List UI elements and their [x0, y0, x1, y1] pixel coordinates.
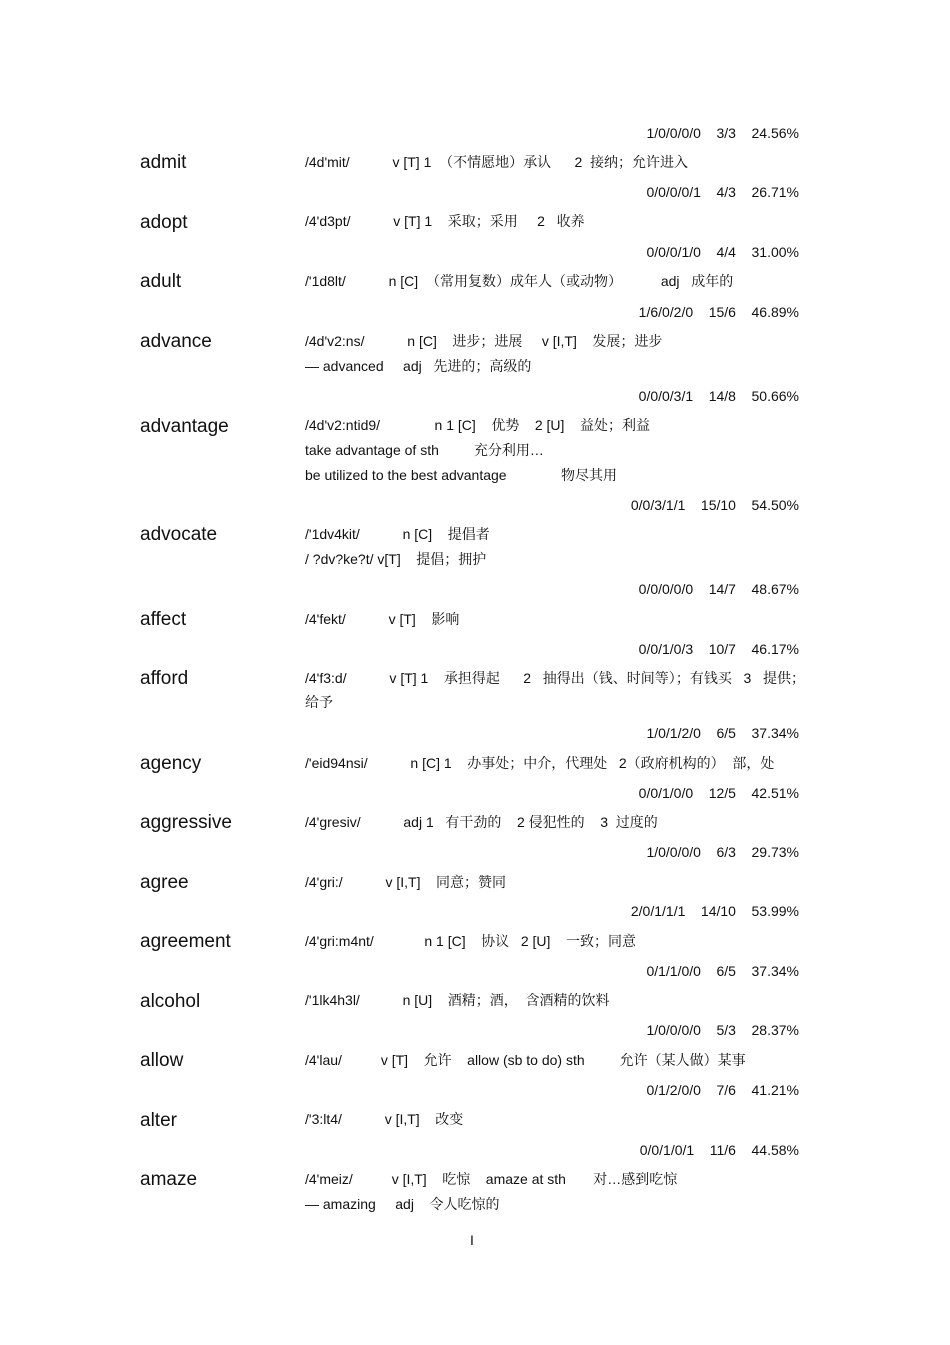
entry-stats-aggressive: 0/0/1/0/0 12/5 42.51%: [638, 785, 799, 801]
definition-line: /4'gri:/ v [I,T] 同意；赞同: [305, 874, 507, 890]
entry-stats-advocate: 0/0/3/1/1 15/10 54.50%: [630, 497, 799, 513]
entry-stats-afford: 0/0/1/0/3 10/7 46.17%: [638, 641, 799, 657]
entry-stats-affect: 0/0/0/0/0 14/7 48.67%: [638, 581, 799, 597]
entry-stats-agree: 1/0/0/0/0 6/3 29.73%: [646, 844, 799, 860]
definition-line: be utilized to the best advantage 物尽其用: [305, 467, 618, 483]
entry-stats-allow: 1/0/0/0/0 5/3 28.37%: [646, 1022, 799, 1038]
headword-adopt: adopt: [140, 212, 188, 233]
headword-advocate: advocate: [140, 524, 218, 545]
headword-afford: afford: [140, 668, 189, 689]
definition-line: / ?dv?ke?t/ v[T] 提倡；拥护: [305, 551, 487, 567]
headword-advantage: advantage: [140, 416, 229, 437]
headword-agency: agency: [140, 753, 202, 774]
headword-allow: allow: [140, 1050, 184, 1071]
headword-advance: advance: [140, 331, 212, 352]
entry-stats-admit: 1/0/0/0/0 3/3 24.56%: [646, 125, 799, 141]
entry-stats-adult: 0/0/0/1/0 4/4 31.00%: [646, 244, 799, 260]
headword-admit: admit: [140, 152, 187, 173]
definition-line: /'1lk4h3l/ n [U] 酒精；酒， 含酒精的饮料: [305, 992, 610, 1008]
definition-line: /4d'mit/ v [T] 1 （不情愿地）承认 2 接纳；允许进入: [305, 154, 689, 170]
entry-stats-adopt: 0/0/0/0/1 4/3 26.71%: [646, 184, 799, 200]
headword-alcohol: alcohol: [140, 991, 201, 1012]
page-number: I: [470, 1232, 474, 1248]
headword-affect: affect: [140, 609, 187, 630]
definition-line: /'1dv4kit/ n [C] 提倡者: [305, 526, 490, 542]
definition-paragraph: /4'f3:d/ v [T] 1 承担得起 2 抽得出（钱、时间等）；有钱买 3 提供；给予: [305, 670, 805, 710]
definition-line: — amazing adj 令人吃惊的: [305, 1196, 500, 1212]
entry-stats-alter: 0/1/2/0/0 7/6 41.21%: [646, 1082, 799, 1098]
definition-line: /'3:lt4/ v [I,T] 改变: [305, 1111, 464, 1127]
entry-stats-alcohol: 0/1/1/0/0 6/5 37.34%: [646, 963, 799, 979]
headword-agree: agree: [140, 872, 189, 893]
definition-line: take advantage of sth 充分利用…: [305, 442, 544, 458]
entry-stats-advantage: 0/0/0/3/1 14/8 50.66%: [638, 388, 799, 404]
definition-line: /4'gri:m4nt/ n 1 [C] 协议 2 [U] 一致；同意: [305, 933, 636, 949]
definition-line: /4'd3pt/ v [T] 1 采取；采用 2 收养: [305, 213, 585, 229]
entry-stats-agreement: 2/0/1/1/1 14/10 53.99%: [630, 903, 799, 919]
definition-line: /'eid94nsi/ n [C] 1 办事处；中介，代理处 2（政府机构的） 部，处: [305, 755, 775, 771]
headword-alter: alter: [140, 1110, 177, 1131]
entry-stats-amaze: 0/0/1/0/1 11/6 44.58%: [639, 1142, 799, 1158]
definition-line: /4d'v2:ntid9/ n 1 [C] 优势 2 [U] 益处；利益: [305, 417, 650, 433]
headword-amaze: amaze: [140, 1169, 198, 1190]
definition-line: /4'meiz/ v [I,T] 吃惊 amaze at sth 对…感到吃惊: [305, 1171, 678, 1187]
definition-line: /4d'v2:ns/ n [C] 进步；进展 v [I,T] 发展；进步: [305, 333, 663, 349]
definition-line: /4'fekt/ v [T] 影响: [305, 611, 460, 627]
definition-line: — advanced adj 先进的；高级的: [305, 358, 532, 374]
headword-aggressive: aggressive: [140, 812, 232, 833]
headword-agreement: agreement: [140, 931, 231, 952]
definition-line: /4'lau/ v [T] 允许 allow (sb to do) sth 允许（某人做）某事: [305, 1052, 746, 1068]
definition-line: /'1d8lt/ n [C] （常用复数）成年人（或动物） adj 成年的: [305, 273, 734, 289]
headword-adult: adult: [140, 271, 182, 292]
definition-line: /4'gresiv/ adj 1 有干劲的 2 侵犯性的 3 过度的: [305, 814, 658, 830]
entry-stats-advance: 1/6/0/2/0 15/6 46.89%: [638, 304, 799, 320]
entry-stats-agency: 1/0/1/2/0 6/5 37.34%: [646, 725, 799, 741]
